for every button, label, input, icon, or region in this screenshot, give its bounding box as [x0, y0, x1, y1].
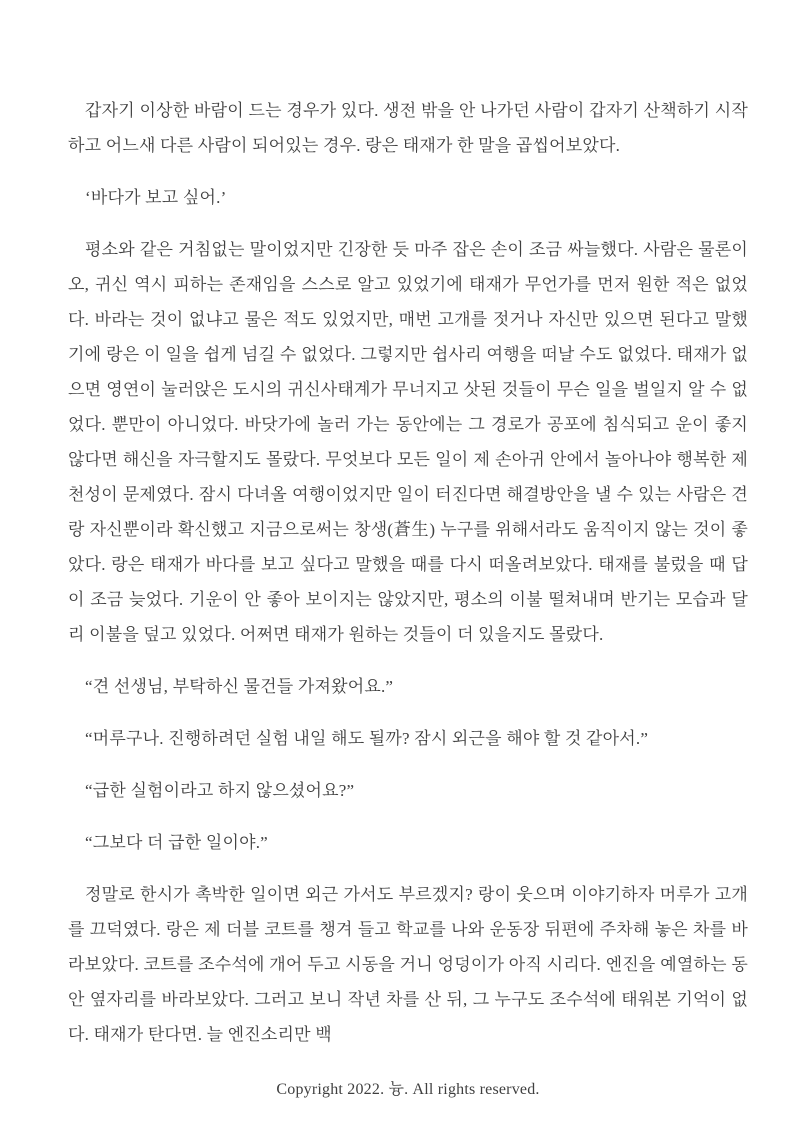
paragraph-narrative-3: 정말로 한시가 촉박한 일이면 외근 가서도 부르겠지? 랑이 웃으며 이야기하자 머루가 고개를 끄덕였다. 랑은 제 더블 코트를 챙겨 들고 학교를 나와 운동장 뒤편에 주차해 놓은 차를 바라보았다. 코트를 조수석에 개어 두고 시동을 거니 엉덩이가 아직 시리다. 엔진을 예열하는 동안 옆자리를 바라보았다. 그러고 보니 작년 차를 산 뒤, 그 누구도 조수석에 태워본 기억이 없다. 태재가 탄다면. 늘 엔진소리만 백	[68, 885, 748, 1044]
paragraph-dialogue-4: “그보다 더 급한 일이야.”	[85, 833, 268, 852]
paragraph-narrative-1: 갑자기 이상한 바람이 드는 경우가 있다. 생전 밖을 안 나가던 사람이 갑자기 산책하기 시작하고 어느새 다른 사람이 되어있는 경우. 랑은 태재가 한 말을 곱씹어보았다.	[68, 101, 748, 155]
paragraph-dialogue-3: “급한 실험이라고 하지 않으셨어요?”	[85, 781, 355, 800]
paragraph-dialogue-inner-thought: ‘바다가 보고 싶어.’	[85, 188, 227, 207]
paragraph-dialogue-2: “머루구나. 진행하려던 실험 내일 해도 될까? 잠시 외근을 해야 할 것 같아서.”	[85, 729, 649, 748]
copyright-footer: Copyright 2022. 늉. All rights reserved.	[276, 1081, 540, 1098]
paragraph-dialogue-1: “견 선생님, 부탁하신 물건들 가져왔어요.”	[85, 677, 394, 696]
paragraph-narrative-2: 평소와 같은 거침없는 말이었지만 긴장한 듯 마주 잡은 손이 조금 싸늘했다. 사람은 물론이오, 귀신 역시 피하는 존재임을 스스로 알고 있었기에 태재가 무언가를 먼저 원한 적은 없었다. 바라는 것이 없냐고 물은 적도 있었지만, 매번 고개를 젓거나 자신만 있으면 된다고 말했기에 랑은 이 일을 쉽게 넘길 수 없었다. 그렇지만 쉽사리 여행을 떠날 수도 없었다. 태재가 없으면 영연이 눌러앉은 도시의 귀신사태계가 무너지고 삿된 것들이 무슨 일을 벌일지 알 수 없었다. 뿐만이 아니었다. 바닷가에 놀러 가는 동안에는 그 경로가 공포에 침식되고 운이 좋지 않다면 해신을 자극할지도 몰랐다. 무엇보다 모든 일이 제 손아귀 안에서 놀아나야 행복한 제 천성이 문제였다. 잠시 다녀올 여행이었지만 일이 터진다면 해결방안을 낼 수 있는 사람은 견랑 자신뿐이라 확신했고 지금으로써는 창생(蒼生) 누구를 위해서라도 움직이지 않는 것이 좋았다. 랑은 태재가 바다를 보고 싶다고 말했을 때를 다시 떠올려보았다. 태재를 불렀을 때 답이 조금 늦었다. 기운이 안 좋아 보이지는 않았지만, 평소의 이불 떨쳐내며 반기는 모습과 달리 이불을 덮고 있었다. 어쩌면 태재가 원하는 것들이 더 있을지도 몰랐다.	[68, 240, 748, 644]
